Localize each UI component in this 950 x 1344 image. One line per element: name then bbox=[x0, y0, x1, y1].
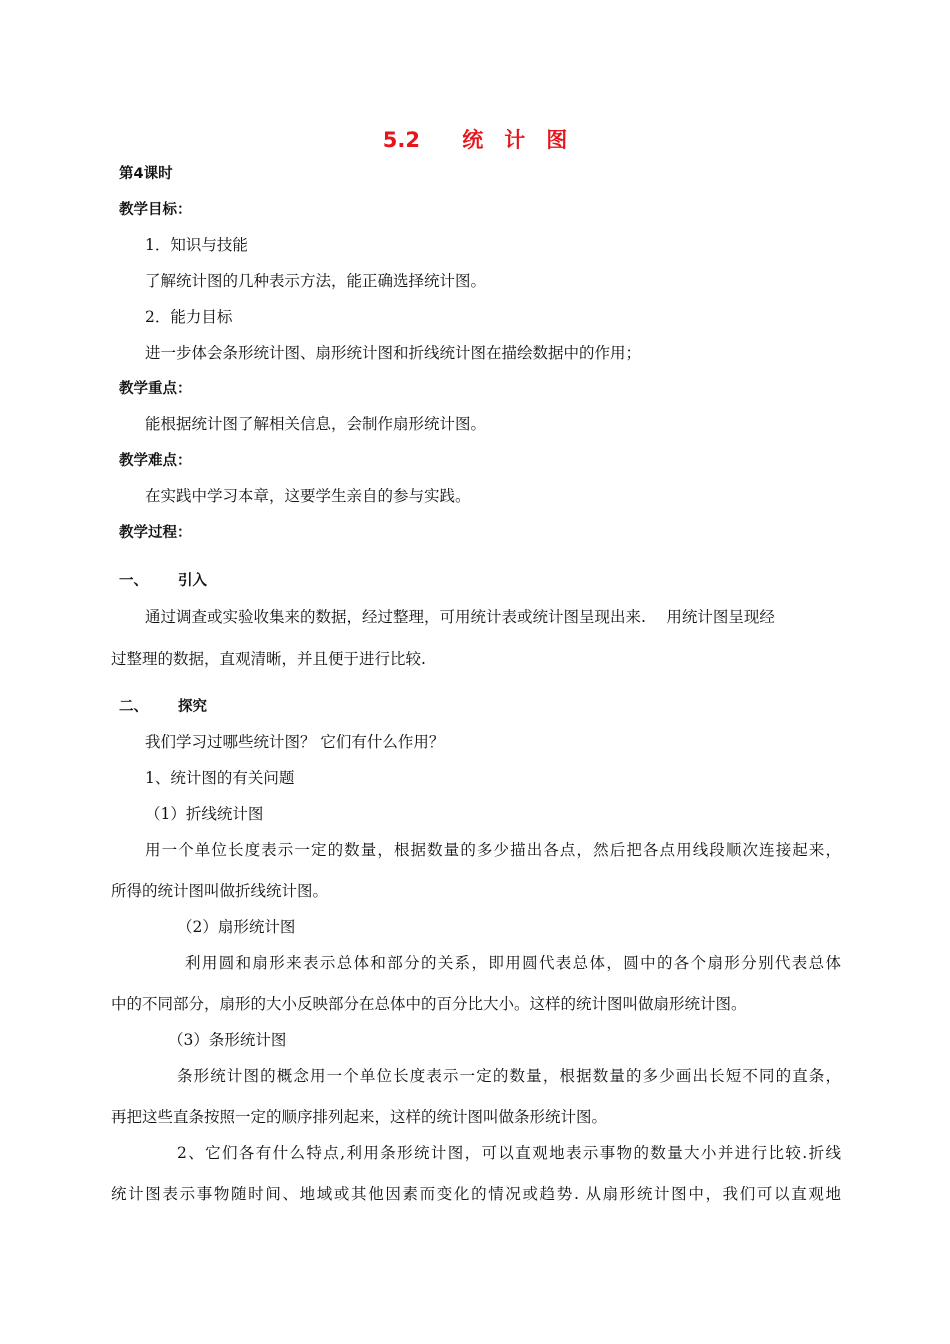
section-2-number: 二、 bbox=[119, 699, 148, 715]
line-chart-definition-1: 用一个单位长度表示一定的数量，根据数量的多少描出各点，然后把各点用线段顺次连接起来， bbox=[145, 841, 841, 859]
objectives-heading: 教学目标： bbox=[119, 202, 192, 218]
difficulties-text: 在实践中学习本章，这要学生亲自的参与实践。 bbox=[145, 487, 471, 505]
lesson-label: 第4课时 bbox=[119, 166, 173, 182]
objective-1-title: 1．知识与技能 bbox=[145, 236, 248, 254]
section-2-question: 我们学习过哪些统计图？ 它们有什么作用？ bbox=[145, 733, 445, 751]
pie-chart-definition-1: 利用圆和扇形来表示总体和部分的关系，即用圆代表总体，圆中的各个扇形分别代表总体 bbox=[185, 954, 841, 972]
line-chart-definition-2: 所得的统计图叫做折线统计图。 bbox=[111, 882, 329, 900]
bar-chart-definition-2: 再把这些直条按照一定的顺序排列起来，这样的统计图叫做条形统计图。 bbox=[111, 1108, 608, 1126]
page-title: 5.2 统 计 图 bbox=[382, 128, 568, 152]
section-2-sub-2-line-1: 2、它们各有什么特点,利用条形统计图，可以直观地表示事物的数量大小并进行比较.折线 bbox=[177, 1144, 841, 1162]
pie-chart-title: （2）扇形统计图 bbox=[177, 918, 296, 936]
section-1-number: 一、 bbox=[119, 573, 148, 589]
key-points-heading: 教学重点： bbox=[119, 381, 192, 397]
section-2-sub-2-line-2: 统计图表示事物随时间、地域或其他因素而变化的情况或趋势. 从扇形统计图中，我们可以直观地 bbox=[111, 1185, 841, 1203]
section-1-line-1: 通过调查或实验收集来的数据，经过整理，可用统计表或统计图呈现出来. 用统计图呈现经 bbox=[145, 608, 775, 626]
line-chart-title: （1）折线统计图 bbox=[145, 805, 264, 823]
section-1-title: 引入 bbox=[178, 573, 207, 589]
section-2-title: 探究 bbox=[178, 699, 207, 715]
section-2-sub-1: 1、统计图的有关问题 bbox=[145, 769, 295, 787]
objective-2-title: 2．能力目标 bbox=[145, 308, 233, 326]
bar-chart-definition-1: 条形统计图的概念用一个单位长度表示一定的数量，根据数量的多少画出长短不同的直条， bbox=[177, 1067, 841, 1085]
objective-1-text: 了解统计图的几种表示方法，能正确选择统计图。 bbox=[145, 272, 487, 290]
key-points-text: 能根据统计图了解相关信息，会制作扇形统计图。 bbox=[145, 415, 487, 433]
process-heading: 教学过程： bbox=[119, 525, 192, 541]
bar-chart-title: （3）条形统计图 bbox=[168, 1031, 287, 1049]
section-1-line-2: 过整理的数据，直观清晰，并且便于进行比较. bbox=[111, 650, 426, 668]
pie-chart-definition-2: 中的不同部分，扇形的大小反映部分在总体中的百分比大小。这样的统计图叫做扇形统计图。 bbox=[111, 995, 747, 1013]
difficulties-heading: 教学难点： bbox=[119, 453, 192, 469]
objective-2-text: 进一步体会条形统计图、扇形统计图和折线统计图在描绘数据中的作用； bbox=[145, 344, 642, 362]
